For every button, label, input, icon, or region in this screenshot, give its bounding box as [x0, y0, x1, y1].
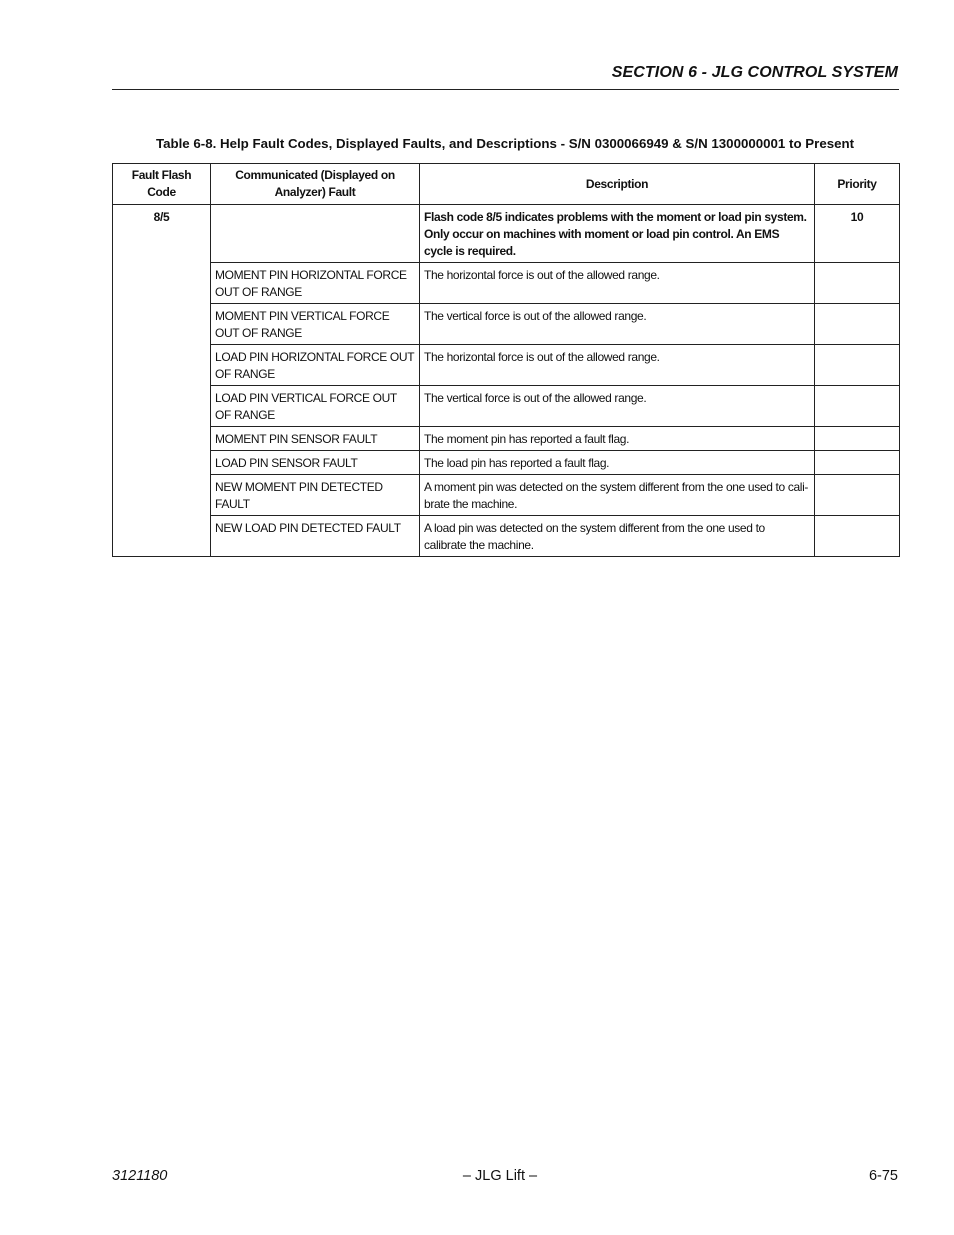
- fault-cell: MOMENT PIN HORIZONTAL FORCE OUT OF RANGE: [211, 263, 420, 304]
- fault-cell: [211, 205, 420, 263]
- header-communicated-fault: Communicated (Displayed on Analyzer) Fault: [211, 164, 420, 205]
- fault-cell: MOMENT PIN SENSOR FAULT: [211, 427, 420, 451]
- footer-page-number: 6-75: [868, 1168, 898, 1184]
- priority-cell: [815, 386, 900, 427]
- table-caption: Table 6-8. Help Fault Codes, Displayed Faults, and Descriptions - S/N 0300066949 & S/N 1300000001 to Present: [155, 136, 855, 151]
- fault-cell: LOAD PIN VERTICAL FORCE OUT OF RANGE: [211, 386, 420, 427]
- table-row: [113, 304, 900, 345]
- priority-cell: [815, 304, 900, 345]
- table-row: [113, 516, 900, 557]
- description-cell: The horizontal force is out of the allowed range.: [420, 263, 815, 304]
- priority-cell: 10: [815, 205, 900, 263]
- table-row: [113, 427, 900, 451]
- header-description: Description: [420, 164, 815, 205]
- description-cell: The horizontal force is out of the allowed range.: [420, 345, 815, 386]
- description-cell: Flash code 8/5 indicates problems with the moment or load pin system. Only occur on machines with moment or load pin control. An EMS cycle is required.: [420, 205, 815, 263]
- table-row: [113, 263, 900, 304]
- description-cell: A moment pin was detected on the system different from the one used to cali-brate the machine.: [420, 475, 815, 516]
- header-priority: Priority: [815, 164, 900, 205]
- fault-flash-code-cell: 8/5: [113, 205, 211, 557]
- fault-cell: NEW MOMENT PIN DETECTED FAULT: [211, 475, 420, 516]
- fault-codes-table: [112, 163, 900, 557]
- description-cell: A load pin was detected on the system different from the one used to calibrate the machine.: [420, 516, 815, 557]
- priority-cell: [815, 475, 900, 516]
- priority-cell: [815, 427, 900, 451]
- description-cell: The load pin has reported a fault flag.: [420, 451, 815, 475]
- table-row: [113, 475, 900, 516]
- description-cell: The moment pin has reported a fault flag.: [420, 427, 815, 451]
- header-divider: [112, 89, 899, 90]
- priority-cell: [815, 263, 900, 304]
- footer-publisher: – JLG Lift –: [462, 1168, 538, 1184]
- fault-cell: LOAD PIN HORIZONTAL FORCE OUT OF RANGE: [211, 345, 420, 386]
- fault-cell: MOMENT PIN VERTICAL FORCE OUT OF RANGE: [211, 304, 420, 345]
- footer-doc-number: 3121180: [112, 1168, 168, 1184]
- section-title: SECTION 6 - JLG CONTROL SYSTEM: [611, 64, 898, 81]
- table-row: [113, 386, 900, 427]
- priority-cell: [815, 345, 900, 386]
- table-header-row: [113, 164, 900, 205]
- priority-cell: [815, 451, 900, 475]
- fault-cell: NEW LOAD PIN DETECTED FAULT: [211, 516, 420, 557]
- table-row: [113, 205, 900, 263]
- description-cell: The vertical force is out of the allowed range.: [420, 386, 815, 427]
- fault-cell: LOAD PIN SENSOR FAULT: [211, 451, 420, 475]
- header-fault-flash-code: Fault Flash Code: [113, 164, 211, 205]
- table-row: [113, 451, 900, 475]
- priority-cell: [815, 516, 900, 557]
- table-row: [113, 345, 900, 386]
- description-cell: The vertical force is out of the allowed range.: [420, 304, 815, 345]
